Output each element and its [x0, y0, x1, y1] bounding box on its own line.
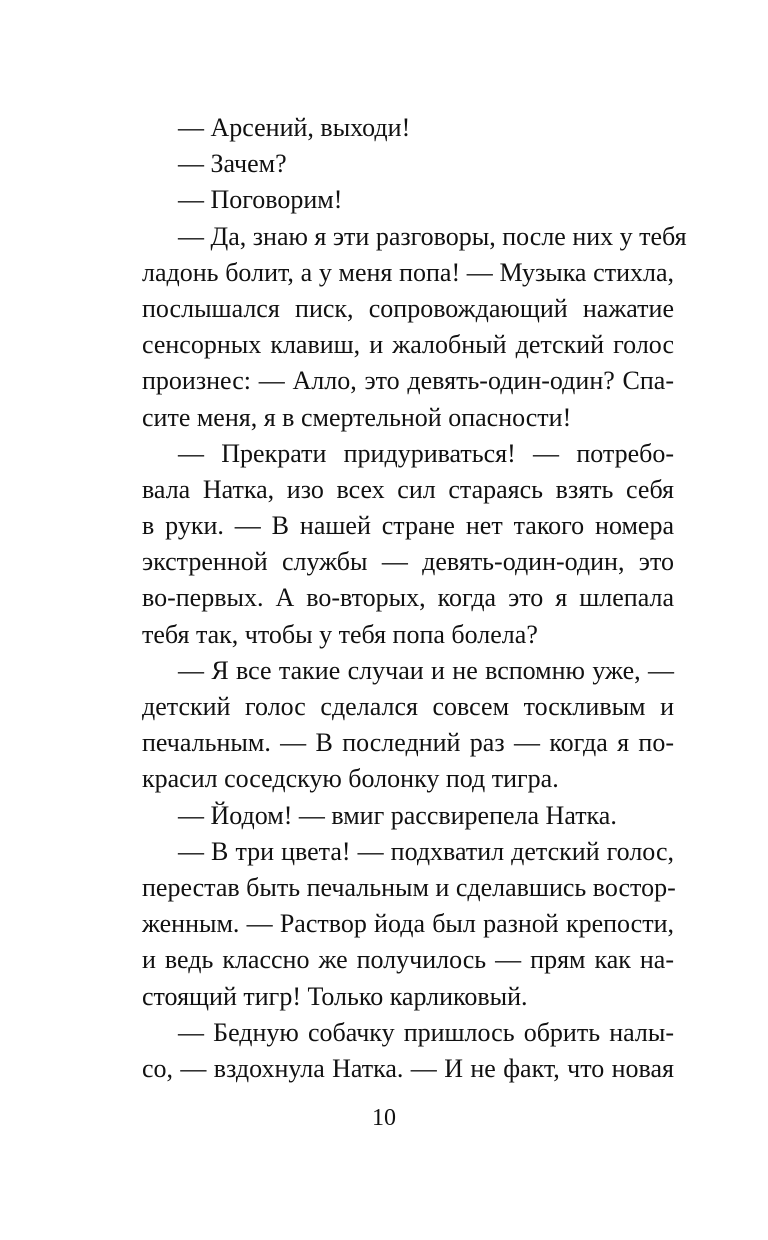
- text-line: во-первых. А во-вторых, когда это я шлепала: [142, 583, 674, 613]
- text-line: детский голос сделался совсем тоскливым и: [142, 692, 674, 721]
- text-line: стоящий тигр! Только карликовый.: [142, 981, 528, 1011]
- text-line: красил соседскую болонку под тигра.: [142, 764, 559, 794]
- text-line: печальным. — В последний раз — когда я по-: [142, 728, 674, 758]
- text-line: сите меня, я в смертельной опасности!: [142, 402, 572, 432]
- page-number: 10: [372, 1105, 396, 1131]
- text-line: — Арсений, выходи!: [178, 113, 411, 142]
- text-line: — Бедную собачку пришлось обрить налы-: [178, 1017, 674, 1047]
- text-line: сенсорных клавиш, и жалобный детский голос: [142, 330, 674, 360]
- text-line: — Зачем?: [178, 149, 287, 179]
- text-line: ладонь болит, а у меня попа! — Музыка стихла,: [142, 257, 674, 287]
- text-line: — Поговорим!: [178, 185, 343, 215]
- text-line: — Прекрати придуриваться! — потребо-: [178, 438, 674, 468]
- text-line: произнес: — Алло, это девять-один-один? Спа-: [142, 366, 674, 396]
- text-line: женным. — Раствор йода был разной крепости,: [142, 909, 674, 939]
- text-line: вала Натка, изо всех сил стараясь взять себя: [142, 474, 674, 504]
- text-line: со, — вздохнула Натка. — И не факт, что новая: [142, 1053, 674, 1083]
- text-line: экстренной службы — девять-один-один, это: [142, 547, 674, 577]
- text-line: послышался писк, сопровождающий нажатие: [142, 293, 674, 323]
- text-line: перестав быть печальным и сделавшись востор-: [142, 872, 676, 902]
- text-line: и ведь классно же получилось — прям как на-: [142, 945, 674, 975]
- text-line: — Да, знаю я эти разговоры, после них у тебя: [178, 221, 687, 251]
- text-line: тебя так, чтобы у тебя попа болела?: [142, 619, 538, 649]
- text-line: — Йодом! — вмиг рассвирепела Натка.: [178, 800, 617, 830]
- body-text: [142, 110, 687, 1087]
- text-line: — Я все такие случаи и не вспомню уже, —: [178, 655, 674, 685]
- text-line: — В три цвета! — подхватил детский голос,: [178, 836, 674, 866]
- text-line: в руки. — В нашей стране нет такого номера: [142, 511, 674, 541]
